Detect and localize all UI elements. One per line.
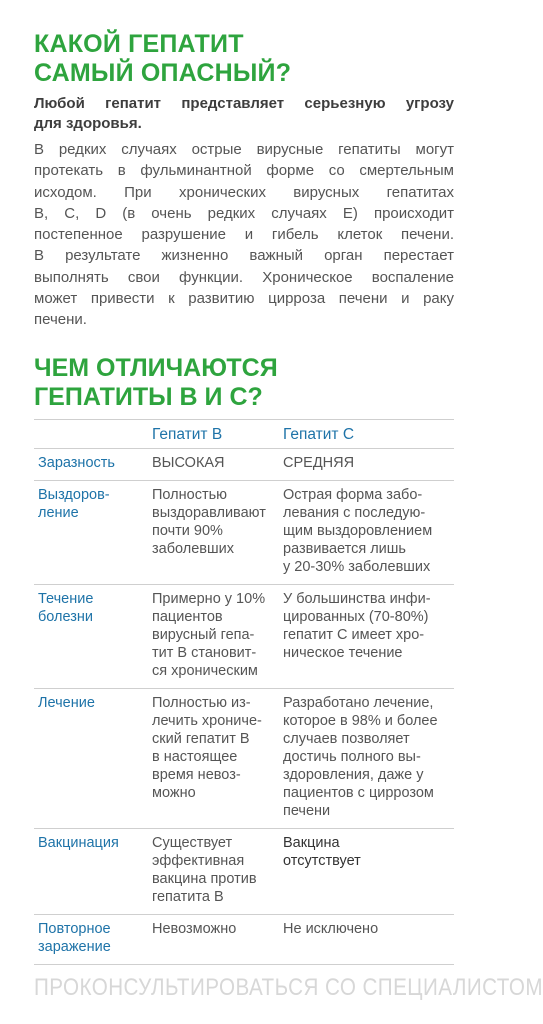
row-label bbox=[34, 829, 148, 915]
cell-line: СРЕДНЯЯ bbox=[283, 455, 355, 471]
cell-line: выздоравливают bbox=[152, 505, 266, 521]
paragraph-line: исходом. При хронических вирусных гепатитах bbox=[34, 183, 454, 201]
cell-line: гепатита В bbox=[152, 889, 224, 905]
cell-line: почти 90% bbox=[152, 523, 223, 539]
cell-hepatitis-b bbox=[148, 449, 279, 481]
section-title-most-dangerous bbox=[34, 30, 454, 88]
cell-line: развивается лишь bbox=[283, 541, 406, 557]
cell-hepatitis-b bbox=[148, 829, 279, 915]
cell-hepatitis-b bbox=[148, 689, 279, 829]
row-label-line: Выздоров- bbox=[38, 487, 110, 503]
cell-line: ся хроническим bbox=[152, 663, 258, 679]
cell-hepatitis-b bbox=[148, 481, 279, 585]
cell-line: здоровления, даже у bbox=[283, 767, 424, 783]
cell-line: Полностью bbox=[152, 487, 228, 503]
row-label bbox=[34, 449, 148, 481]
cell-line: которое в 98% и более bbox=[283, 713, 438, 729]
cell-line: Острая форма забо- bbox=[283, 487, 423, 503]
table-row bbox=[34, 449, 454, 481]
cell-hepatitis-c bbox=[279, 449, 454, 481]
cell-line: Вакцина bbox=[283, 835, 340, 851]
table-header-row bbox=[34, 420, 454, 449]
cell-line: в настоящее bbox=[152, 749, 238, 765]
lead-line: для здоровья. bbox=[34, 115, 142, 132]
paragraph-line: печени. bbox=[34, 311, 87, 329]
section-title-differences bbox=[34, 354, 454, 412]
row-label bbox=[34, 915, 148, 965]
paragraph-line: В, С, D (в очень редких случаях Е) происходит bbox=[34, 204, 454, 222]
consult-specialist-footer: ПРОКОНСУЛЬТИРОВАТЬСЯ СО СПЕЦИАЛИСТОМ bbox=[34, 974, 543, 1001]
row-label-line: Течение bbox=[38, 591, 94, 607]
cell-line: заболевших bbox=[152, 541, 234, 557]
table-row bbox=[34, 481, 454, 585]
row-label-line: болезни bbox=[38, 609, 94, 625]
cell-line: Не исключено bbox=[283, 921, 379, 937]
table-row bbox=[34, 689, 454, 829]
row-label-line: Вакцинация bbox=[38, 835, 119, 851]
cell-line: можно bbox=[152, 785, 196, 801]
row-label bbox=[34, 481, 148, 585]
cell-line: Невозможно bbox=[152, 921, 237, 937]
paragraph-line: может привести к развитию цирроза печени и раку bbox=[34, 290, 454, 308]
cell-line: щим выздоровлением bbox=[283, 523, 433, 539]
section-title-line: ЧЕМ ОТЛИЧАЮТСЯ bbox=[34, 354, 278, 382]
cell-line: достичь полного вы- bbox=[283, 749, 421, 765]
cell-hepatitis-b bbox=[148, 915, 279, 965]
table-row bbox=[34, 915, 454, 965]
paragraph-line: постепенное разрушение и гибель клеток печени. bbox=[34, 226, 454, 244]
section-title-line: КАКОЙ ГЕПАТИТ bbox=[34, 30, 244, 58]
lead-line: Любой гепатит представляет серьезную угрозу bbox=[34, 95, 454, 112]
cell-line: ский гепатит В bbox=[152, 731, 250, 747]
paragraph-line: В редких случаях острые вирусные гепатиты могут bbox=[34, 141, 454, 158]
cell-line: тит В становит- bbox=[152, 645, 257, 661]
cell-line: вакцина против bbox=[152, 871, 257, 887]
row-label bbox=[34, 585, 148, 689]
comparison-table bbox=[34, 419, 454, 965]
cell-line: случаев позволяет bbox=[283, 731, 410, 747]
cell-line: отсутствует bbox=[283, 853, 361, 869]
cell-line: у 20-30% заболевших bbox=[283, 559, 431, 575]
body-paragraph bbox=[34, 139, 454, 331]
cell-line: печени bbox=[283, 803, 331, 819]
cell-line: Полностью из- bbox=[152, 695, 251, 711]
cell-hepatitis-c bbox=[279, 481, 454, 585]
cell-hepatitis-c bbox=[279, 585, 454, 689]
cell-hepatitis-b bbox=[148, 585, 279, 689]
cell-line: У большинства инфи- bbox=[283, 591, 431, 607]
table-header-hepatitis-c: Гепатит С bbox=[279, 420, 454, 449]
paragraph-line: выполнять свои функции. Хроническое воспаление bbox=[34, 268, 454, 286]
cell-line: эффективная bbox=[152, 853, 245, 869]
lead-statement bbox=[34, 94, 454, 134]
section-title-line: ГЕПАТИТЫ В И С? bbox=[34, 383, 263, 411]
row-label-line: Повторное bbox=[38, 921, 111, 937]
section-title-line: САМЫЙ ОПАСНЫЙ? bbox=[34, 59, 292, 87]
row-label-line: заражение bbox=[38, 939, 111, 955]
table-row bbox=[34, 585, 454, 689]
table-row bbox=[34, 829, 454, 915]
row-label bbox=[34, 689, 148, 829]
cell-line: время невоз- bbox=[152, 767, 241, 783]
cell-line: цированных (70-80%) bbox=[283, 609, 429, 625]
paragraph-line: В результате жизненно важный орган перестает bbox=[34, 247, 454, 265]
table-header-empty bbox=[34, 420, 148, 449]
cell-line: левания с последую- bbox=[283, 505, 426, 521]
row-label-line: Лечение bbox=[38, 695, 95, 711]
cell-line: ническое течение bbox=[283, 645, 403, 661]
cell-line: лечить хрониче- bbox=[152, 713, 262, 729]
cell-line: Разработано лечение, bbox=[283, 695, 434, 711]
cell-hepatitis-c bbox=[279, 689, 454, 829]
cell-line: вирусный гепа- bbox=[152, 627, 255, 643]
cell-line: гепатит С имеет хро- bbox=[283, 627, 425, 643]
row-label-line: Заразность bbox=[38, 455, 115, 471]
table-header-hepatitis-b: Гепатит В bbox=[148, 420, 279, 449]
cell-line: пациентов bbox=[152, 609, 223, 625]
row-label-line: ление bbox=[38, 505, 79, 521]
cell-line: Примерно у 10% bbox=[152, 591, 266, 607]
cell-hepatitis-c bbox=[279, 829, 454, 915]
cell-hepatitis-c bbox=[279, 915, 454, 965]
paragraph-line: протекать в фульминантной форме со смертельным bbox=[34, 162, 454, 180]
cell-line: пациентов с циррозом bbox=[283, 785, 434, 801]
cell-line: Существует bbox=[152, 835, 233, 851]
cell-line: ВЫСОКАЯ bbox=[152, 455, 225, 471]
